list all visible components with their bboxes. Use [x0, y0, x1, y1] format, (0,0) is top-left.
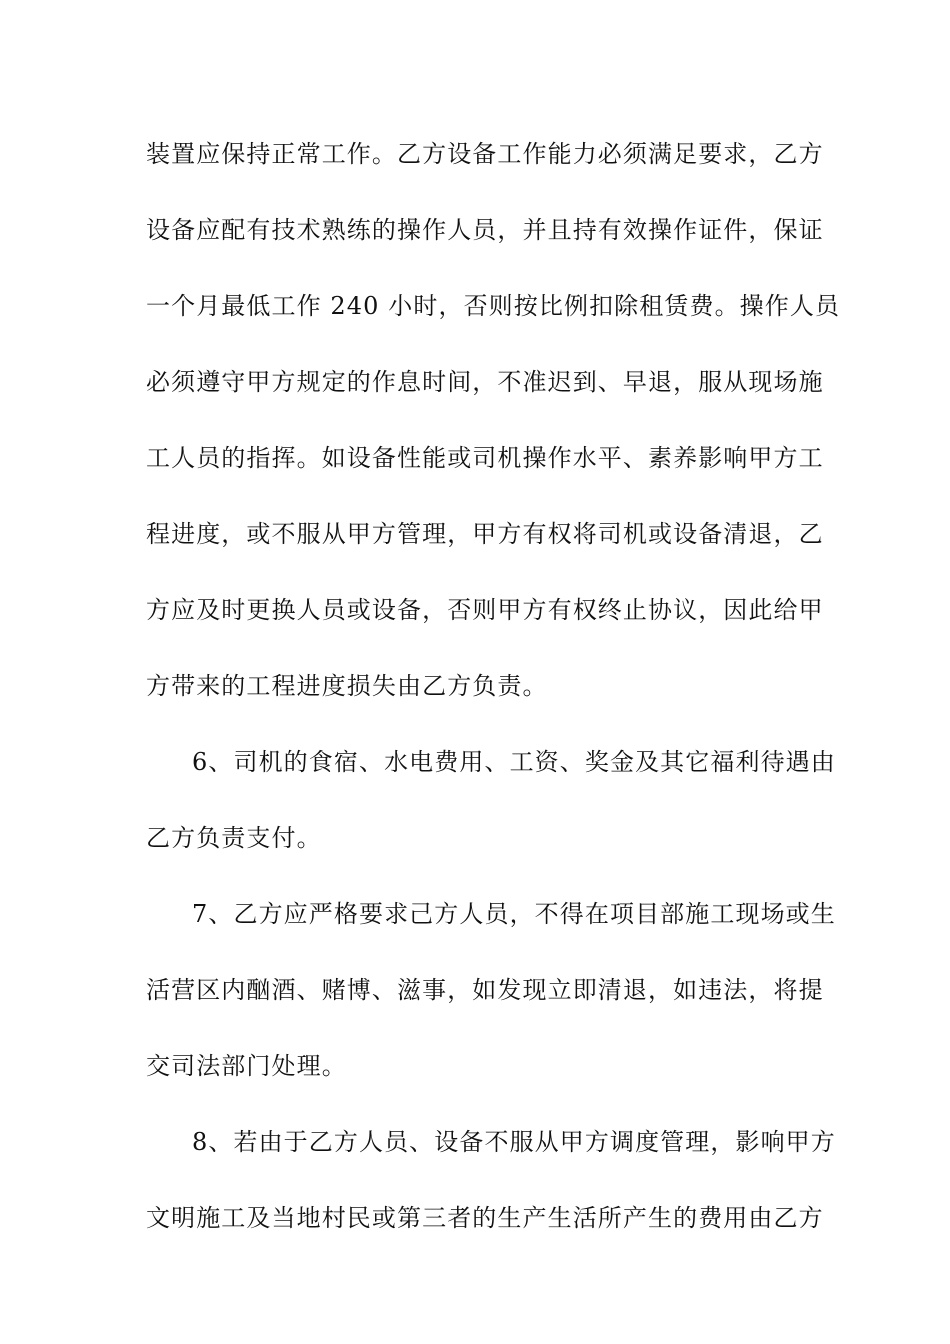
text-line: 方带来的工程进度损失由乙方负责。 — [146, 672, 548, 700]
text-line: 装置应保持正常工作。乙方设备工作能力必须满足要求，乙方 — [146, 140, 824, 168]
text-line: 设备应配有技术熟练的操作人员，并且持有效操作证件，保证 — [146, 216, 824, 244]
paragraph-7-start: 7、乙方应严格要求己方人员，不得在项目部施工现场或生 — [192, 900, 836, 928]
text-line: 必须遵守甲方规定的作息时间，不准迟到、早退，服从现场施 — [146, 368, 824, 396]
text-line: 乙方负责支付。 — [146, 824, 322, 852]
text-line: 交司法部门处理。 — [146, 1052, 347, 1080]
text-line: 方应及时更换人员或设备，否则甲方有权终止协议，因此给甲 — [146, 596, 824, 624]
text-line: 活营区内酗酒、赌博、滋事，如发现立即清退，如违法，将提 — [146, 976, 824, 1004]
text-line: 一个月最低工作 240 小时，否则按比例扣除租赁费。操作人员 — [146, 292, 841, 320]
paragraph-6-start: 6、司机的食宿、水电费用、工资、奖金及其它福利待遇由 — [192, 748, 836, 776]
document-body — [146, 131, 841, 1271]
text-line: 文明施工及当地村民或第三者的生产生活所产生的费用由乙方 — [146, 1204, 824, 1232]
text-line: 程进度，或不服从甲方管理，甲方有权将司机或设备清退，乙 — [146, 520, 824, 548]
paragraph-8-start: 8、若由于乙方人员、设备不服从甲方调度管理，影响甲方 — [192, 1128, 836, 1156]
text-line: 工人员的指挥。如设备性能或司机操作水平、素养影响甲方工 — [146, 444, 824, 472]
